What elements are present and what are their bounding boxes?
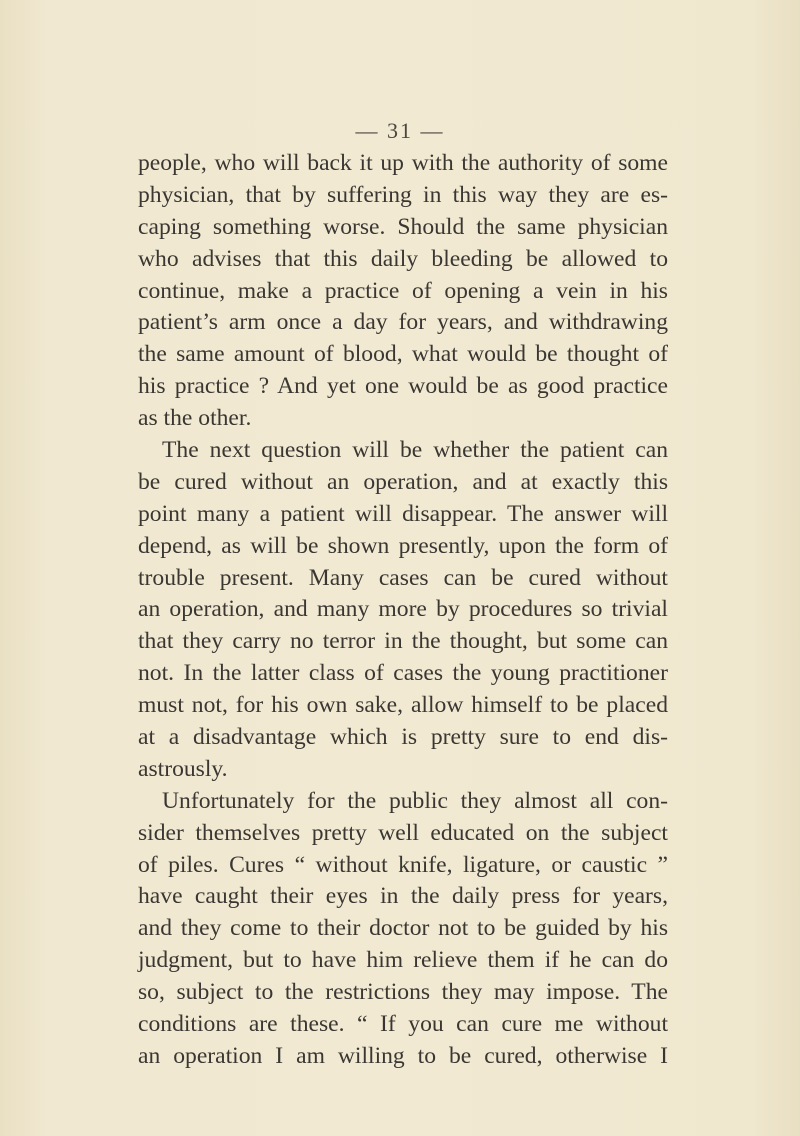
text-line: Unfortunately for the public they almost all con- bbox=[162, 787, 668, 814]
text-line: have caught their eyes in the daily press for years, bbox=[138, 883, 668, 910]
text-line: point many a patient will disappear. The answer will bbox=[138, 500, 668, 527]
text-line: astrously. bbox=[138, 755, 228, 782]
text-line: people, who will back it up with the authority of some bbox=[138, 150, 668, 176]
text-line: caping something worse. Should the same physician bbox=[138, 213, 668, 240]
text-line: of piles. Cures “ without knife, ligature, or caustic ” bbox=[138, 851, 668, 878]
page-number: — 31 — bbox=[355, 118, 445, 143]
text-line: the same amount of blood, what would be thought of bbox=[138, 341, 668, 368]
text-line: depend, as will be shown presently, upon the form of bbox=[138, 532, 668, 559]
text-line: conditions are these. “ If you can cure me without bbox=[138, 1011, 668, 1038]
body-text bbox=[138, 148, 668, 1073]
text-line: patient’s arm once a day for years, and withdrawing bbox=[138, 309, 668, 336]
text-line: judgment, but to have him relieve them if he can do bbox=[138, 947, 668, 974]
text-line: who advises that this daily bleeding be allowed to bbox=[138, 245, 668, 272]
text-line: trouble present. Many cases can be cured without bbox=[138, 564, 668, 591]
text-line: sider themselves pretty well educated on the subject bbox=[138, 819, 668, 846]
text-line: at a disadvantage which is pretty sure to end dis- bbox=[138, 724, 668, 751]
text-line: not. In the latter class of cases the young practitioner bbox=[138, 660, 668, 687]
text-line: as the other. bbox=[138, 405, 252, 432]
text-line: be cured without an operation, and at exactly this bbox=[138, 468, 668, 495]
text-line: physician, that by suffering in this way they are es- bbox=[138, 181, 668, 208]
text-line: his practice ? And yet one would be as good practice bbox=[138, 373, 668, 400]
text-line: and they come to their doctor not to be guided by his bbox=[138, 915, 668, 942]
text-line: that they carry no terror in the thought, but some can bbox=[138, 628, 668, 655]
text-line: an operation, and many more by procedures so trivial bbox=[138, 596, 668, 623]
text-line: so, subject to the restrictions they may impose. The bbox=[138, 979, 668, 1006]
text-line: The next question will be whether the patient can bbox=[162, 437, 668, 464]
text-line: continue, make a practice of opening a vein in his bbox=[138, 277, 668, 304]
text-line: an operation I am willing to be cured, otherwise I bbox=[138, 1042, 668, 1069]
text-line: must not, for his own sake, allow himself to be placed bbox=[138, 692, 668, 719]
